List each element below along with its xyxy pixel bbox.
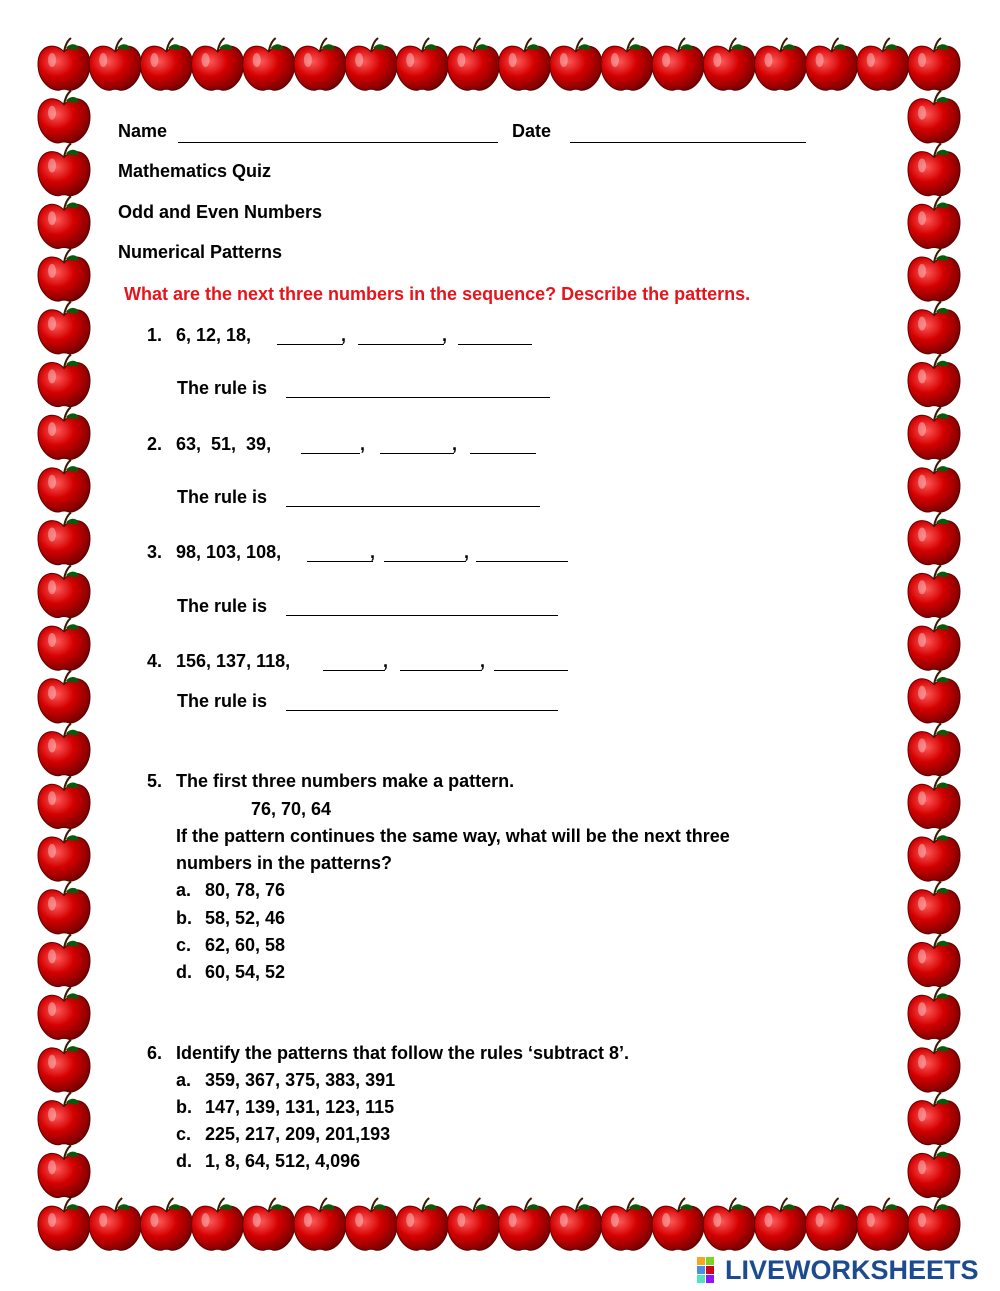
apple-icon xyxy=(908,460,960,512)
liveworksheets-brand: LIVEWORKSHEETS xyxy=(725,1254,979,1285)
apple-icon xyxy=(499,1198,551,1250)
q1-comma-2: , xyxy=(442,325,448,345)
apple-icon xyxy=(908,513,960,565)
q6-option-b-letter: b. xyxy=(176,1097,192,1117)
q2-rule-label: The rule is xyxy=(177,487,268,507)
apple-icon xyxy=(908,38,960,90)
apple-icon xyxy=(89,38,141,90)
apple-icon xyxy=(447,38,499,90)
apple-icon xyxy=(703,1198,755,1250)
date-field[interactable] xyxy=(570,122,806,143)
apple-icon xyxy=(38,91,90,143)
apple-icon xyxy=(345,38,397,90)
q3-rule-label: The rule is xyxy=(177,596,268,616)
apple-icon xyxy=(908,724,960,776)
q5-prompt: The first three numbers make a pattern. xyxy=(176,771,515,791)
liveworksheets-logo[interactable] xyxy=(697,1255,979,1285)
apple-icon xyxy=(908,407,960,459)
apple-icon xyxy=(908,249,960,301)
q5-option-b-letter: b. xyxy=(176,908,192,928)
q1-answer-2[interactable] xyxy=(358,324,444,345)
apple-icon xyxy=(89,1198,141,1250)
date-label: Date xyxy=(512,121,552,141)
q6-option-a-text: 359, 367, 375, 383, 391 xyxy=(205,1070,396,1090)
q1-answer-1[interactable] xyxy=(277,324,343,345)
q6-option-c-text: 225, 217, 209, 201,193 xyxy=(205,1124,391,1144)
instructions: What are the next three numbers in the sequence? Describe the patterns. xyxy=(124,284,751,304)
apple-icon xyxy=(38,144,90,196)
q6-prompt: Identify the patterns that follow the rules ‘subtract 8’. xyxy=(176,1043,630,1063)
q1-answer-3[interactable] xyxy=(458,324,532,345)
q4-rule-label: The rule is xyxy=(177,691,268,711)
apple-icon xyxy=(38,671,90,723)
apple-icon xyxy=(908,882,960,934)
apple-icon xyxy=(38,1093,90,1145)
apple-icon xyxy=(38,249,90,301)
apple-icon xyxy=(601,1198,653,1250)
q5-question-line-2: numbers in the patterns? xyxy=(176,853,393,873)
q5-option-c-letter: c. xyxy=(176,935,192,955)
q4-answer-1[interactable] xyxy=(323,650,385,671)
apple-icon xyxy=(38,934,90,986)
apple-icon xyxy=(294,1198,346,1250)
q3-rule-field[interactable] xyxy=(286,595,558,616)
q4-comma-1: , xyxy=(383,651,389,671)
apple-icon xyxy=(38,513,90,565)
apple-icon xyxy=(192,1198,244,1250)
apple-icon xyxy=(38,196,90,248)
apple-icon xyxy=(38,302,90,354)
apple-icon xyxy=(38,1145,90,1197)
apple-icon xyxy=(908,302,960,354)
apple-icon xyxy=(140,38,192,90)
apple-icon xyxy=(38,565,90,617)
apple-icon xyxy=(908,354,960,406)
apple-icon xyxy=(192,38,244,90)
apple-icon xyxy=(703,38,755,90)
apple-icon xyxy=(38,724,90,776)
apple-icon xyxy=(755,38,807,90)
apple-icon xyxy=(908,618,960,670)
q3-number: 3. xyxy=(147,542,163,562)
apple-icon xyxy=(908,1198,960,1250)
q4-answer-2[interactable] xyxy=(400,650,482,671)
apple-icon xyxy=(806,38,858,90)
q3-terms: 98, 103, 108, xyxy=(176,542,282,562)
q4-rule-field[interactable] xyxy=(286,690,558,711)
apple-icon xyxy=(396,1198,448,1250)
apple-icon xyxy=(345,1198,397,1250)
q3-comma-1: , xyxy=(370,542,376,562)
q2-comma-1: , xyxy=(360,434,366,454)
apple-icon xyxy=(908,829,960,881)
apple-icon xyxy=(806,1198,858,1250)
q1-number: 1. xyxy=(147,325,163,345)
apple-icon xyxy=(755,1198,807,1250)
apple-icon xyxy=(857,1198,909,1250)
q3-answer-1[interactable] xyxy=(307,541,376,562)
apple-icon xyxy=(140,1198,192,1250)
apple-icon xyxy=(38,1040,90,1092)
q3-answer-3[interactable] xyxy=(476,541,568,562)
q3-comma-2: , xyxy=(464,542,470,562)
apple-icon xyxy=(38,407,90,459)
q5-number: 5. xyxy=(147,771,163,791)
apple-icon xyxy=(908,144,960,196)
q5-option-c-text: 62, 60, 58 xyxy=(205,935,286,955)
apple-icon xyxy=(857,38,909,90)
q4-terms: 156, 137, 118, xyxy=(176,651,291,671)
q2-number: 2. xyxy=(147,434,163,454)
apple-icon xyxy=(908,565,960,617)
q6-option-d-letter: d. xyxy=(176,1151,192,1171)
apple-icon xyxy=(294,38,346,90)
q2-answer-1[interactable] xyxy=(301,433,360,454)
q3-answer-2[interactable] xyxy=(384,541,466,562)
q6-option-b-text: 147, 139, 131, 123, 115 xyxy=(205,1097,395,1117)
apple-icon xyxy=(908,196,960,248)
liveworksheets-icon xyxy=(697,1257,723,1283)
apple-icon xyxy=(38,829,90,881)
apple-icon xyxy=(908,987,960,1039)
apple-icon xyxy=(243,38,295,90)
name-field[interactable] xyxy=(178,122,498,143)
apple-icon xyxy=(38,354,90,406)
apple-icon xyxy=(652,1198,704,1250)
q2-terms: 63, 51, 39, xyxy=(176,434,272,454)
apple-icon xyxy=(908,1145,960,1197)
apple-icon xyxy=(908,671,960,723)
apple-icon xyxy=(38,618,90,670)
name-label: Name xyxy=(118,121,168,141)
apple-icon xyxy=(396,38,448,90)
q6-option-d-text: 1, 8, 64, 512, 4,096 xyxy=(205,1151,361,1171)
apple-icon xyxy=(908,91,960,143)
apple-icon xyxy=(652,38,704,90)
q2-answer-3[interactable] xyxy=(470,433,536,454)
subject-title: Mathematics Quiz xyxy=(118,161,272,181)
q5-option-d-letter: d. xyxy=(176,962,192,982)
q5-option-b-text: 58, 52, 46 xyxy=(205,908,286,928)
q6-option-a-letter: a. xyxy=(176,1070,192,1090)
apple-icon xyxy=(38,460,90,512)
q5-pattern: 76, 70, 64 xyxy=(251,799,332,819)
q5-option-a-text: 80, 78, 76 xyxy=(205,880,286,900)
q5-option-d-text: 60, 54, 52 xyxy=(205,962,286,982)
q5-question-line-1: If the pattern continues the same way, what will be the next three xyxy=(176,826,730,846)
apple-icon xyxy=(38,987,90,1039)
q1-comma-1: , xyxy=(341,325,347,345)
apple-icon xyxy=(499,38,551,90)
q1-rule-field[interactable] xyxy=(286,377,550,398)
apple-icon xyxy=(908,1093,960,1145)
apple-icon xyxy=(447,1198,499,1250)
q2-rule-field[interactable] xyxy=(286,486,540,507)
apple-icon xyxy=(550,38,602,90)
apple-icon xyxy=(243,1198,295,1250)
apple-icon xyxy=(908,1040,960,1092)
q2-comma-2: , xyxy=(452,434,458,454)
apple-icon xyxy=(908,934,960,986)
q5-option-a-letter: a. xyxy=(176,880,192,900)
q6-number: 6. xyxy=(147,1043,163,1063)
q6-option-c-letter: c. xyxy=(176,1124,192,1144)
q2-answer-2[interactable] xyxy=(380,433,454,454)
topic-odd-even: Odd and Even Numbers xyxy=(118,202,323,222)
apple-icon xyxy=(38,1198,90,1250)
topic-patterns: Numerical Patterns xyxy=(118,242,283,262)
apple-icon xyxy=(601,38,653,90)
q1-terms: 6, 12, 18, xyxy=(176,325,252,345)
q1-rule-label: The rule is xyxy=(177,378,268,398)
apple-icon xyxy=(550,1198,602,1250)
q4-answer-3[interactable] xyxy=(494,650,568,671)
apple-icon xyxy=(38,38,90,90)
q4-comma-2: , xyxy=(480,651,486,671)
apple-icon xyxy=(38,882,90,934)
q4-number: 4. xyxy=(147,651,163,671)
apple-icon xyxy=(908,776,960,828)
apple-icon xyxy=(38,776,90,828)
